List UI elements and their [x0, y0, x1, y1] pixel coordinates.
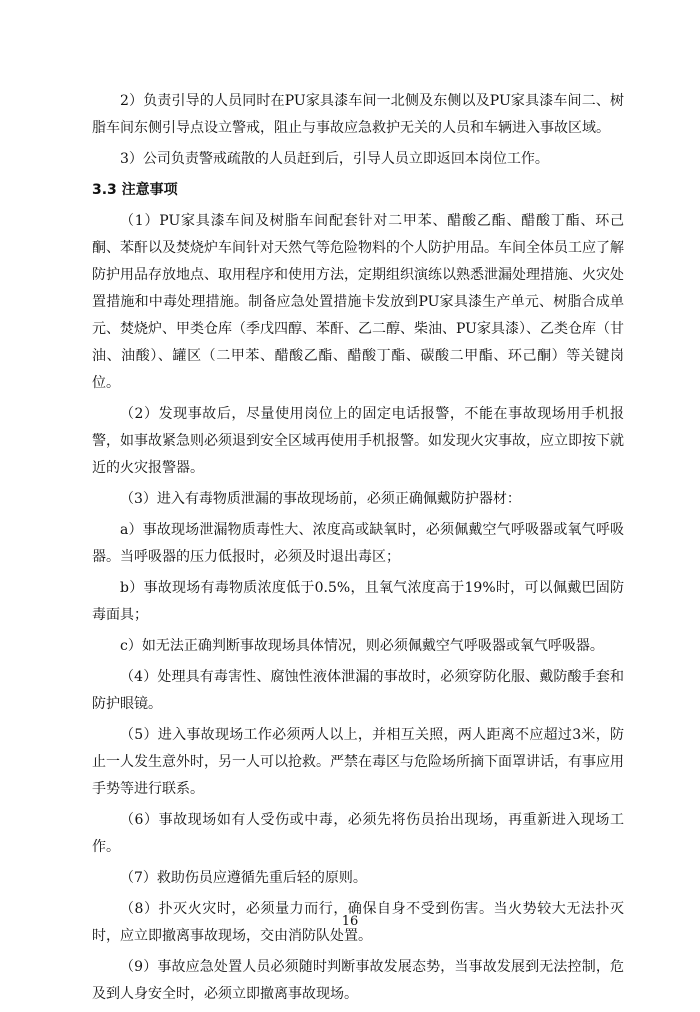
- item-sub-a: a）事故现场泄漏物质毒性大、浓度高或缺氧时，必须佩戴空气呼吸器或氧气呼吸器。当呼吸器的压力低报时，必须及时退出毒区；: [92, 522, 624, 565]
- item-sub-b: b）事故现场有毒物质浓度低于0.5%，且氧气浓度高于19%时，可以佩戴巴固防毒面具；: [92, 580, 624, 623]
- item-rescue-principle: （7）救助伤员应遵循先重后轻的原则。: [120, 870, 367, 886]
- paragraph-guide-warning: 2）负责引导的人员同时在PU家具漆车间一北侧及东侧以及PU家具漆车间二、树脂车间东侧引导点设立警戒，阻止与事故应急救护无关的人员和车辆进入事故区域。: [92, 93, 624, 136]
- document-body: [92, 88, 624, 1012]
- item-corrosive-leak: （4）处理具有毒害性、腐蚀性液体泄漏的事故时，必须穿防化服、戴防酸手套和防护眼镜。: [92, 669, 624, 712]
- item-injured: （6）事故现场如有人受伤或中毒，必须先将伤员抬出现场，再重新进入现场工作。: [92, 812, 624, 855]
- item-alarm: （2）发现事故后，尽量使用岗位上的固定电话报警，不能在事故现场用手机报警，如事故紧急则必须退到安全区域再使用手机报警。如发现火灾事故，应立即按下就近的火灾报警器。: [92, 406, 624, 476]
- item-two-persons: （5）进入事故现场工作必须两人以上，并相互关照，两人距离不应超过3米，防止一人发生意外时，另一人可以抢救。严禁在毒区与危险场所摘下面罩讲话，有事应用手势等进行联系。: [92, 727, 624, 797]
- section-heading: 3.3 注意事项: [92, 182, 178, 198]
- item-enter-toxic-site: （3）进入有毒物质泄漏的事故现场前，必须正确佩戴防护器材：: [120, 491, 521, 507]
- item-sub-c: c）如无法正确判断事故现场具体情况，则必须佩戴空气呼吸器或氧气呼吸器。: [120, 638, 604, 654]
- item-fire-fighting: （8）扑灭火灾时，必须量力而行，确保自身不受到伤害。当火势较大无法扑灭时，应立即撤离事故现场，交由消防队处置。: [92, 901, 624, 944]
- paragraph-return-post: 3）公司负责警戒疏散的人员赶到后，引导人员立即返回本岗位工作。: [120, 151, 549, 167]
- page-number: 16: [341, 914, 359, 929]
- item-protective-equipment: （1）PU家具漆车间及树脂车间配套针对二甲苯、醋酸乙酯、醋酸丁酯、环己酮、苯酐以及焚烧炉车间针对天然气等危险物料的个人防护用品。车间全体员工应了解防护用品存放地点、取用程序和使用方法，定期组织演练以熟悉泄漏处理措施、火灾处置措施和中毒处理措施。制备应急处置措施卡发放到PU家具漆生产单元、树脂合成单元、焚烧炉、甲类仓库（季戊四醇、苯酐、乙二醇、柴油、PU家具漆）、乙类仓库（甘油、油酸）、罐区（二甲苯、醋酸乙酯、醋酸丁酯、碳酸二甲酯、环己酮）等关键岗位。: [92, 213, 624, 391]
- item-evacuate: （9）事故应急处置人员必须随时判断事故发展态势，当事故发展到无法控制，危及到人身安全时，必须立即撤离事故现场。: [92, 959, 624, 1002]
